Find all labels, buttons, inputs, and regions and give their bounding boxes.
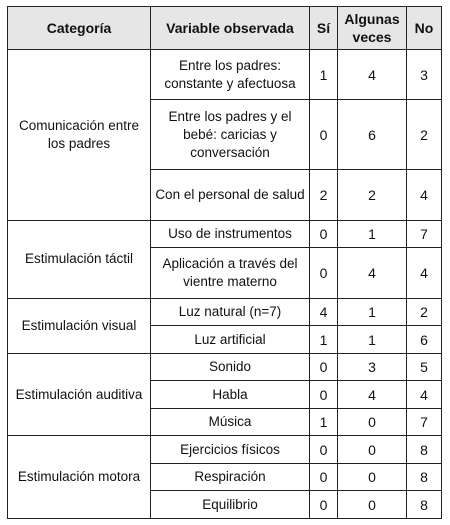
si-cell: 4 [310,298,338,326]
variable-cell: Respiración [151,463,310,491]
si-cell: 0 [310,381,338,409]
algunas-cell: 6 [338,100,407,170]
algunas-cell: 4 [338,248,407,298]
no-cell: 2 [407,100,442,170]
si-cell: 0 [310,248,338,298]
algunas-cell: 1 [338,298,407,326]
category-cell: Estimulación auditiva [8,353,151,436]
algunas-cell: 1 [338,220,407,248]
no-cell: 4 [407,381,442,409]
header-si: Sí [310,7,338,50]
algunas-cell: 0 [338,463,407,491]
table-row [8,353,442,381]
variable-cell: Sonido [151,353,310,381]
variable-cell: Luz artificial [151,326,310,354]
no-cell: 7 [407,220,442,248]
table-row [8,298,442,326]
no-cell: 8 [407,463,442,491]
table-header [8,7,442,50]
table-row [8,220,442,248]
category-cell: Estimulación motora [8,436,151,519]
si-cell: 0 [310,436,338,464]
si-cell: 1 [310,408,338,436]
header-row [8,7,442,50]
no-cell: 2 [407,298,442,326]
header-variable: Variable observada [151,7,310,50]
si-cell: 2 [310,170,338,220]
header-no: No [407,7,442,50]
si-cell: 1 [310,50,338,100]
si-cell: 0 [310,491,338,519]
variable-cell: Entre los padres: constante y afectuosa [151,50,310,100]
variable-cell: Entre los padres y el bebé: caricias y conversación [151,100,310,170]
algunas-cell: 3 [338,353,407,381]
si-cell: 0 [310,463,338,491]
variable-cell: Uso de instrumentos [151,220,310,248]
no-cell: 5 [407,353,442,381]
si-cell: 1 [310,326,338,354]
algunas-cell: 1 [338,326,407,354]
header-categoria: Categoría [8,7,151,50]
no-cell: 4 [407,248,442,298]
algunas-cell: 0 [338,491,407,519]
no-cell: 6 [407,326,442,354]
algunas-cell: 4 [338,381,407,409]
si-cell: 0 [310,353,338,381]
variable-cell: Con el personal de salud [151,170,310,220]
variable-cell: Habla [151,381,310,409]
no-cell: 8 [407,436,442,464]
si-cell: 0 [310,100,338,170]
category-cell: Comunicación entre los padres [8,50,151,221]
algunas-cell: 0 [338,436,407,464]
variable-cell: Música [151,408,310,436]
variable-cell: Luz natural (n=7) [151,298,310,326]
algunas-cell: 4 [338,50,407,100]
observation-table [7,6,442,519]
si-cell: 0 [310,220,338,248]
variable-cell: Ejercicios físicos [151,436,310,464]
algunas-cell: 0 [338,408,407,436]
variable-cell: Aplicación a través del vientre materno [151,248,310,298]
table-container [7,6,441,519]
table-row [8,436,442,464]
category-cell: Estimulación táctil [8,220,151,298]
no-cell: 8 [407,491,442,519]
variable-cell: Equilibrio [151,491,310,519]
no-cell: 7 [407,408,442,436]
header-algunas-veces: Algunas veces [338,7,407,50]
table-body [8,50,442,519]
table-row [8,50,442,100]
category-cell: Estimulación visual [8,298,151,353]
no-cell: 4 [407,170,442,220]
algunas-cell: 2 [338,170,407,220]
no-cell: 3 [407,50,442,100]
